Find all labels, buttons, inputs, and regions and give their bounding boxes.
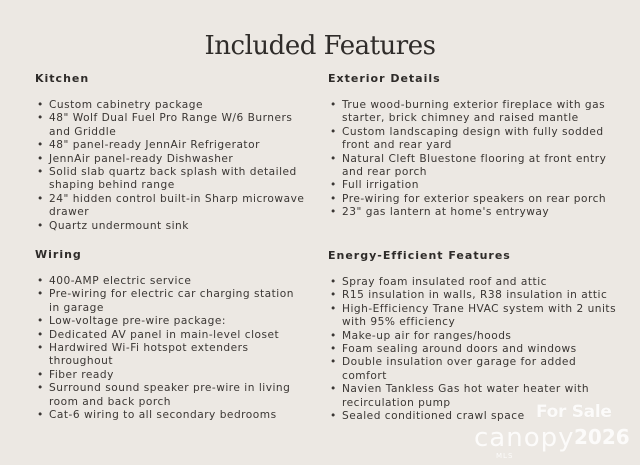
list-item: • 48" panel-ready JennAir Refrigerator xyxy=(35,139,305,152)
list-item: • Natural Cleft Bluestone flooring at front entry and rear porch xyxy=(328,153,623,180)
wiring-heading: Wiring xyxy=(35,248,82,261)
page-title: Included Features xyxy=(204,31,436,62)
list-item: • Custom landscaping design with fully sodded front and rear yard xyxy=(328,126,623,153)
list-item: • Foam sealing around doors and windows xyxy=(328,343,623,356)
list-item: • Make-up air for ranges/hoods xyxy=(328,330,623,343)
list-item: • Pre-wiring for electric car charging station in garage xyxy=(35,288,305,315)
wiring-list xyxy=(35,275,305,422)
exterior-heading: Exterior Details xyxy=(328,72,441,85)
list-item: • Cat-6 wiring to all secondary bedrooms xyxy=(35,409,305,422)
list-item: • Spray foam insulated roof and attic xyxy=(328,276,623,289)
wiring-section xyxy=(35,248,305,422)
kitchen-list xyxy=(35,99,305,233)
list-item: • R15 insulation in walls, R38 insulation in attic xyxy=(328,289,623,302)
exterior-section xyxy=(328,72,623,220)
list-item: • High-Efficiency Trane HVAC system with 2 units with 95% efficiency xyxy=(328,303,623,330)
list-item: • Pre-wiring for exterior speakers on rear porch xyxy=(328,193,623,206)
watermark-brand: canopy xyxy=(474,423,575,453)
list-item: • Double insulation over garage for added comfort xyxy=(328,356,623,383)
energy-heading: Energy-Efficient Features xyxy=(328,249,511,262)
watermark-for-sale: For Sale xyxy=(536,402,612,422)
watermark-mls: MLS xyxy=(496,452,514,460)
list-item: • Navien Tankless Gas hot water heater with recirculation pump xyxy=(328,383,623,410)
list-item: • 24" hidden control built-in Sharp microwave drawer xyxy=(35,193,305,220)
list-item: • 48" Wolf Dual Fuel Pro Range W/6 Burners and Griddle xyxy=(35,112,305,139)
list-item: • Full irrigation xyxy=(328,179,623,192)
list-item: • True wood-burning exterior fireplace with gas starter, brick chimney and raised mantle xyxy=(328,99,623,126)
list-item: • 400-AMP electric service xyxy=(35,275,305,288)
list-item: • Dedicated AV panel in main-level closet xyxy=(35,329,305,342)
kitchen-heading: Kitchen xyxy=(35,72,90,85)
list-item: • Fiber ready xyxy=(35,369,305,382)
watermark-year: 2026 xyxy=(574,425,630,449)
list-item: • JennAir panel-ready Dishwasher xyxy=(35,153,305,166)
list-item: • Sealed conditioned crawl space xyxy=(328,410,623,423)
list-item: • Quartz undermount sink xyxy=(35,220,305,233)
list-item: • 23" gas lantern at home's entryway xyxy=(328,206,623,219)
list-item: • Custom cabinetry package xyxy=(35,99,305,112)
energy-section xyxy=(328,249,623,423)
kitchen-section xyxy=(35,72,305,233)
list-item: • Solid slab quartz back splash with detailed shaping behind range xyxy=(35,166,305,193)
exterior-list xyxy=(328,99,623,220)
list-item: • Surround sound speaker pre-wire in living room and back porch xyxy=(35,382,305,409)
list-item: • Hardwired Wi-Fi hotspot extenders throughout xyxy=(35,342,305,369)
list-item: • Low-voltage pre-wire package: xyxy=(35,315,305,328)
